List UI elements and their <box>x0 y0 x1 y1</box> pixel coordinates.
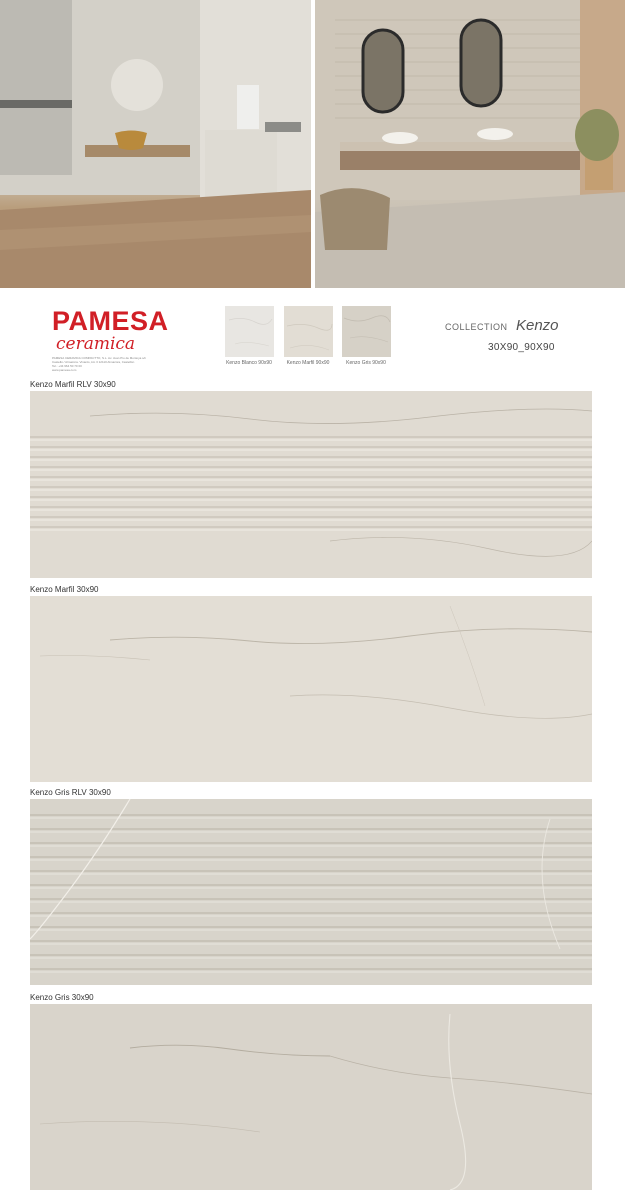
tile-label: Kenzo Marfil RLV 30x90 <box>30 380 116 389</box>
collection-name: Kenzo <box>515 317 559 334</box>
swatch-kenzo-marfil <box>284 306 333 357</box>
collection-formats: 30X90_90X90 <box>488 342 555 353</box>
tile-label: Kenzo Marfil 30x90 <box>30 585 99 594</box>
swatch-label: Kenzo Gris 90x90 <box>346 360 386 366</box>
fine-print-line: Tel.: +34 964 50 70 00 <box>52 364 82 368</box>
swatch-fill <box>225 306 274 357</box>
tile-kenzo-marfil <box>30 596 592 782</box>
swatch-kenzo-blanco <box>225 306 274 357</box>
company-fine-print <box>52 356 172 372</box>
tile-kenzo-gris <box>30 1004 592 1190</box>
tile-kenzo-marfil-rlv <box>30 391 592 578</box>
swatch-kenzo-gris <box>342 306 391 357</box>
fine-print-line: Castelló / Almazora. Vinaròs, km 3 12110 Almazora, Castellón <box>52 360 135 364</box>
swatch-label: Kenzo Blanco 90x90 <box>226 360 272 366</box>
tile-label: Kenzo Gris 30x90 <box>30 993 94 1002</box>
brand-script: ceramica <box>56 334 136 354</box>
collection-word: COLLECTION <box>445 322 508 332</box>
pamesa-logo <box>52 308 172 372</box>
brand-name: PAMESA <box>52 306 169 336</box>
tile-kenzo-gris-rlv <box>30 799 592 985</box>
fine-print-line: PAMESA CERAMICA COMPACTTO, S.L. Av. Juan Pío de Montoya s/n <box>52 356 147 360</box>
fine-print-line: www.pamesa.com <box>52 368 77 372</box>
bathroom-photo-left <box>0 0 311 288</box>
bathroom-photo-right <box>315 0 625 288</box>
tile-label: Kenzo Gris RLV 30x90 <box>30 788 111 797</box>
swatch-label: Kenzo Marfil 90x90 <box>286 360 330 366</box>
collection-heading <box>445 317 559 335</box>
